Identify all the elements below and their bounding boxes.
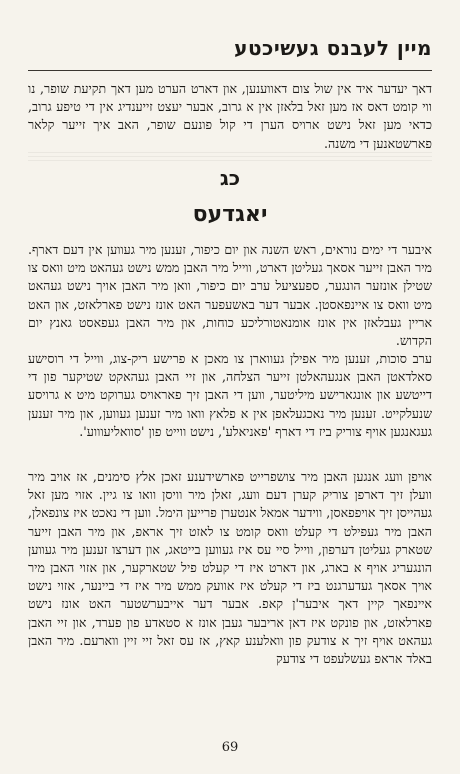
chapter-title: יאגדעס — [192, 202, 268, 227]
body-paragraph-3 — [28, 350, 432, 441]
body-paragraph-2 — [28, 241, 432, 350]
paragraph-text: דאך יעדער איד אין שול צום דאווענען, און דארט הערט מען דאך תקיעת שופר, נו ווי קומט דאס אז מען זאל בלאזן אין א גרוב, אבער יעצט זייענדיג אין די טיפע גרוב, כדאי מען זאל נישט ארויס הערן די קול פונעם שופר, האב איך זייער קלאר פארשטאנען די משנה. — [28, 81, 432, 151]
paragraph-text: ערב סוכות, זענען מיר אפילן געווארן צו מאכן א פרישע ריק-צוג, ווייל די רוסישע סאלדאטן האבן אנגעהאלטן זייער הצלחה, און זיי האבן געהאקט שטיקער פון די דייטשע און אונגארישע מיליטער, ווען די האבן זיך פאראויס גערוקט מיט א גרויסע שנעלקייט. זענען מיר נאכגעלאפן אין א פלאץ וואו מיר זענען געווען, און מיר זענען געגאנגען אויף צוריק ביז די דארף 'פאניאלע', נישט ווייט פון 'סוואליעוווע'. — [28, 351, 432, 439]
body-paragraph-4 — [28, 468, 432, 668]
header-divider — [28, 70, 432, 71]
page-number: 69 — [221, 740, 239, 755]
chapter-number: כג — [219, 166, 241, 190]
bleed-through-text — [28, 152, 432, 164]
paragraph-text: איבער די ימים נוראים, ראש השנה און יום כיפור, זענען מיר געווען אין דעם דארף. מיר האבן זייער אסאך געליטן דארט, ווייל מיר האבן ממש נישט געהאט מיט וואס צו שטילן אונזער הונגער, ספעציעל ערב יום כיפור, וואן מיר האבן אויך נישט געהאט מיט וואס צו איינפאסטן. אבער דער באשעפער האט אונז נישט פארלאזט, און האט אריין געבלאזן אין אונז אומנאטורליכע כוחות, און מיר האבן געפאסט גאנץ יום הקדוש. — [28, 242, 432, 349]
paragraph-text: אויפן וועג אנגען האבן מיר צושפרייט פארשידענע זאכן אלץ סימנים, אז אויב מיר וועלן זיך דארפן צוריק קערן דעם וועג, זאלן מיר וויסן וואו צו גיין. אזוי מען זאל געהייסן זיך אויפפאסן, ווידער אמאל אנטערן פרייען הימל. ווען די נאכט איז צונפאלן, האבן מיר געפילט די קעלט וואס קומט צו לאזט זיך אראפ, און מיר האבן זייער שטארק געליטן דערפון, ווייל סיי עס איז געווען בייטאג, און דערצו זענען מיר געווען הונגעריג אויף א בארג, און דארט איז די קעלט פיל שטארקער, און אזוי האבן מיר אויך אסאך געדערגנט ביז די קעלט איז אוועק ממש מיר איז די ביינער, אזוי נישט איינפאך קיין דאך איבער'ן קאפ. אבער דער אייבערשטער האט אונז נישט פארלאזט, און פונקט איז דאן אריבער געבן אונז א סטאדע פון פערד, און זיי האבן געהאט אויף זיך א צודעק פון וואלענע קאץ, אז עס זאל זיי זיין ווארעם. מיר האבן באלד אראפ געשלעפט די צודעק — [28, 469, 432, 667]
body-paragraph-1 — [28, 80, 432, 153]
running-header: מיין לעבנס געשיכטע — [234, 36, 432, 60]
